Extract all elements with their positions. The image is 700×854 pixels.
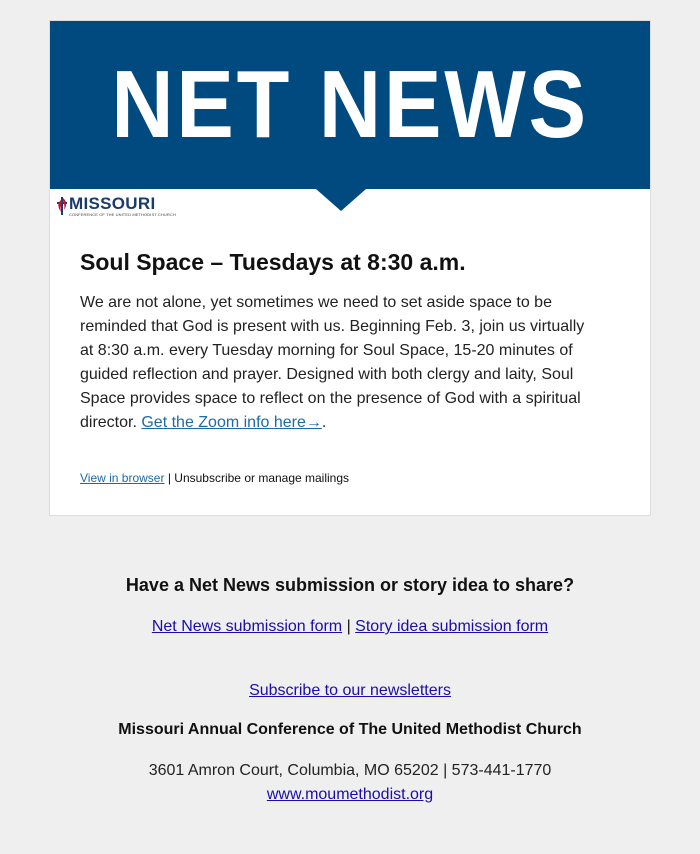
subscribe-row — [0, 682, 700, 700]
website-link[interactable]: www.moumethodist.org — [266, 786, 434, 803]
logo-word: MISSOURI — [69, 194, 156, 213]
article-body — [80, 291, 600, 435]
net-news-submission-link[interactable]: Net News submission form — [151, 618, 343, 635]
story-idea-link[interactable]: Story idea submission form — [355, 618, 549, 635]
forms-separator: | — [342, 618, 356, 635]
submission-forms — [0, 618, 700, 636]
logo-subtitle: CONFERENCE OF THE UNITED METHODIST CHURCH — [69, 212, 176, 217]
missouri-conference-logo — [56, 195, 176, 219]
logo-text — [69, 195, 176, 217]
article-period: . — [321, 414, 327, 431]
footer-separator: | — [164, 471, 175, 485]
website-row — [0, 786, 700, 804]
cross-flame-icon — [56, 195, 68, 217]
zoom-info-link[interactable]: Get the Zoom info here→ — [141, 414, 322, 431]
email-card — [49, 20, 651, 516]
organization-address: 3601 Amron Court, Columbia, MO 65202 | 573-441-1770 — [148, 762, 552, 779]
banner-title: NET NEWS — [111, 51, 589, 158]
organization-name: Missouri Annual Conference of The United Methodist Church — [118, 721, 582, 738]
net-news-banner — [50, 21, 650, 189]
article-body-text: We are not alone, yet sometimes we need to set aside space to be reminded that God is present with us. Beginning Feb. 3, join us virtually at 8:30 a.m. every Tuesday morning for Soul Space, 15-20 minutes of guided reflection and prayer. Designed with both clergy and laity, Soul Space provides space to reflect on the presence of God with a spiritual director. — [80, 294, 585, 431]
share-question: Have a Net News submission or story idea to share? — [125, 575, 575, 595]
article-headline: Soul Space – Tuesdays at 8:30 a.m. — [80, 249, 466, 275]
unsubscribe-link[interactable]: Unsubscribe or manage mailings — [174, 471, 350, 485]
subscribe-link[interactable]: Subscribe to our newsletters — [249, 682, 451, 699]
banner-notch — [316, 189, 366, 211]
view-in-browser-link[interactable]: View in browser — [80, 471, 165, 485]
email-footer-links — [80, 471, 349, 485]
